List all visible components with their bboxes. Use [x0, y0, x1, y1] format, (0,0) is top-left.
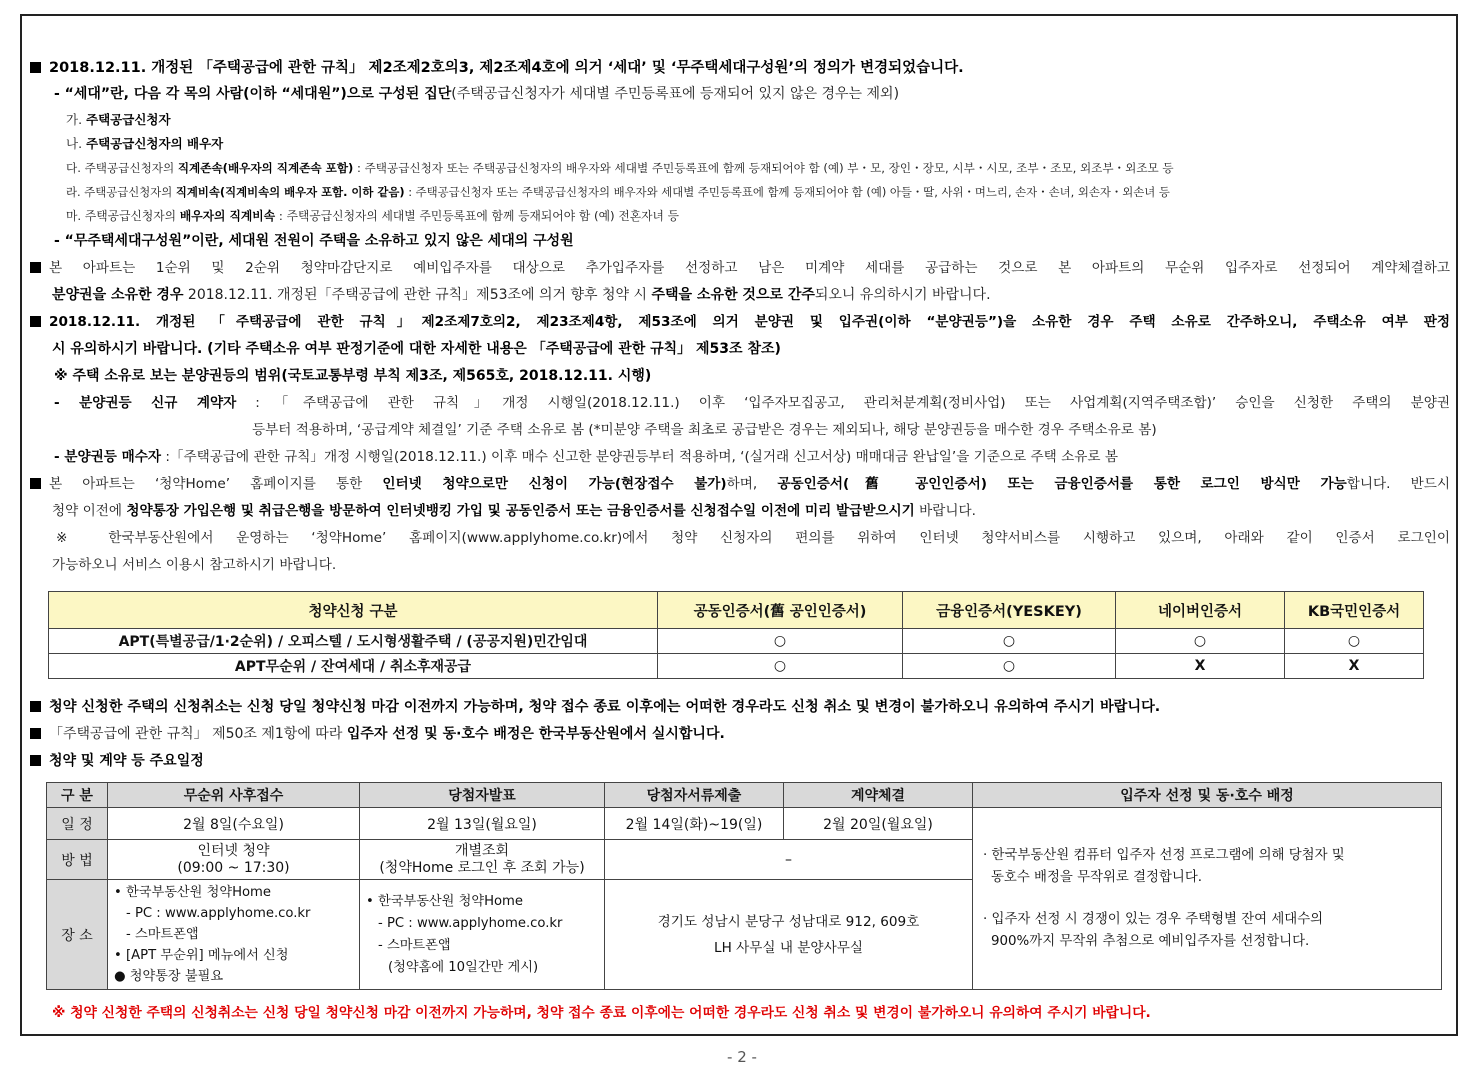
cell-value: ○: [903, 654, 1116, 679]
place-line: - 스마트폰앱: [378, 937, 451, 953]
date-application: 2월 8일(수요일): [108, 808, 360, 840]
date-contract: 2월 20일(월요일): [784, 808, 973, 840]
page-number: - 2 -: [727, 1048, 757, 1066]
certificate-table-header: [49, 592, 1424, 629]
cell-value: ○: [658, 629, 903, 654]
col-header-financial-cert: 금융인증서(YESKEY): [903, 592, 1116, 629]
assignment-line: · 입주자 선정 시 경쟁이 있는 경우 주택형별 잔여 세대수의: [983, 911, 1324, 927]
row-label-method: 방 법: [47, 840, 108, 880]
unsold-notice-line1: 본 아파트는 1순위 및 2순위 청약마감단지로 예비입주자를 대상으로 추가입주자를 선정하고 남은 미계약 세대를 공급하는 것으로 본 아파트의 무순위 입주자로 선정되어 계약체결하고: [30, 259, 1450, 277]
place-line: (청약홈에 10일간만 게시): [388, 959, 539, 975]
method-line: (청약Home 로그인 후 조회 가능): [379, 859, 585, 876]
internet-only-notice-line2: 청약 이전에 청약통장 가입은행 및 취급은행을 방문하여 인터넷뱅킹 가입 및 공동인증서 또는 금융인증서를 신청접수일 이전에 미리 발급받으시기 바랍니다.: [52, 503, 976, 519]
col-header-announcement: 당첨자발표: [360, 783, 605, 808]
cancel-warning-footer: ※ 청약 신청한 주택의 신청취소는 신청 당일 청약신청 마감 이전까지 가능하며, 청약 접수 종료 이후에는 어떠한 경우라도 신청 취소 및 변경이 불가하오니 유의하여 주시기 바랍니다.: [52, 1005, 1151, 1021]
col-header-contract: 계약체결: [784, 783, 973, 808]
method-line: 인터넷 청약: [197, 842, 270, 859]
cell-value: X: [1285, 654, 1424, 679]
method-contract: –: [605, 840, 973, 880]
internet-only-notice: 본 아파트는 ‘청약Home’ 홈페이지를 통한 인터넷 청약으로만 신청이 가능(현장접수 불가)하며, 공동인증서(舊 공인인증서) 또는 금융인증서를 통한 로그인 방식만 가능합니다. 반드시: [30, 475, 1450, 493]
place-line: • 한국부동산원 청약Home: [114, 885, 272, 900]
place-contract: [605, 880, 973, 990]
cell-value: ○: [658, 654, 903, 679]
schedule-table: [46, 782, 1442, 990]
place-line: • 한국부동산원 청약Home: [366, 893, 524, 909]
col-header-assignment: 입주자 선정 및 동·호수 배정: [973, 783, 1442, 808]
assignment-line: 동호수 배정을 무작위로 결정합니다.: [991, 869, 1203, 885]
square-bullet-icon: [30, 316, 41, 327]
place-announcement: [360, 880, 605, 990]
row-label-place: 장 소: [47, 880, 108, 990]
household-definition: - “세대”란, 다음 각 목의 사람(이하 “세대원”)으로 구성된 집단(주택공급신청자가 세대별 주민등록표에 등재되어 있지 않은 경우는 제외): [54, 86, 900, 102]
item-ra: 라. 주택공급신청자의 직계비속(직계비속의 배우자 포함. 이하 같음) : 주택공급신청자 또는 주택공급신청자의 배우자와 세대별 주민등록표에 함께 등재되어야 함 (예) 아들・딸, 사위・며느리, 손자・손녀, 외손자・외손녀 등: [66, 185, 1170, 199]
col-header-application: 무순위 사후접수: [108, 783, 360, 808]
col-header-category: 청약신청 구분: [49, 592, 658, 629]
place-line: 경기도 성남시 분당구 성남대로 912, 609호: [657, 913, 920, 930]
row-label: APT무순위 / 잔여세대 / 취소후재공급: [49, 654, 658, 679]
homeless-definition: - “무주택세대구성원”이란, 세대원 전원이 주택을 소유하고 있지 않은 세대의 구성원: [54, 233, 574, 249]
place-line: - PC : www.applyhome.co.kr: [378, 915, 563, 931]
method-announcement: [360, 840, 605, 880]
assignment-notice: 「주택공급에 관한 규칙」 제50조 제1항에 따라 입주자 선정 및 동·호수 배정은 한국부동산원에서 실시합니다.: [30, 725, 725, 743]
certificate-note-line2: 가능하오니 서비스 이용시 참고하시기 바랍니다.: [52, 557, 337, 573]
certificate-note: ※ 한국부동산원에서 운영하는 ‘청약Home’ 홈페이지(www.applyhome.co.kr)에서 청약 신청자의 편의를 위하여 인터넷 청약서비스를 시행하고 있으며, 아래와 같이 인증서 로그인이: [56, 530, 1450, 546]
certificate-table: [48, 591, 1424, 679]
presale-right-notice-line2: 시 유의하시기 바랍니다. (기타 주택소유 여부 판정기준에 대한 자세한 내용은 「주택공급에 관한 규칙」 제53조 참조): [52, 341, 781, 357]
date-documents: 2월 14일(화)~19(일): [605, 808, 784, 840]
place-line: • [APT 무순위] 메뉴에서 신청: [114, 948, 289, 963]
schedule-title: 청약 및 계약 등 주요일정: [30, 752, 204, 770]
square-bullet-icon: [30, 262, 41, 273]
assignment-description: [973, 808, 1442, 990]
place-line: - 스마트폰앱: [126, 927, 199, 942]
notice-definition-change: 2018.12.11. 개정된 「주택공급에 관한 규칙」 제2조제2호의3, 제2조제4호에 의거 ‘세대’ 및 ‘무주택세대구성원’의 정의가 변경되었습니다.: [30, 59, 964, 77]
place-line: ● 청약통장 불필요: [114, 969, 224, 984]
place-line: LH 사무실 내 분양사무실: [714, 939, 863, 956]
new-contractor-rule: - 분양권등 신규 계약자 :「주택공급에 관한 규칙」개정 시행일(2018.12.11.) 이후 ‘입주자모집공고, 관리처분계획(정비사업) 또는 사업계획(지역주택조합)’ 승인을 신청한 주택의 분양권: [54, 395, 1450, 411]
square-bullet-icon: [30, 728, 41, 739]
square-bullet-icon: [30, 62, 41, 73]
col-header-joint-cert: 공동인증서(舊 공인인증서): [658, 592, 903, 629]
presale-right-notice: 2018.12.11. 개정된 「주택공급에 관한 규칙」제2조제7호의2, 제23조제4항, 제53조에 의거 분양권 및 입주권(이하 “분양권등”)을 소유한 경우 주택 소유로 간주하오니, 주택소유 여부 판정: [30, 313, 1450, 331]
schedule-table-header: [47, 783, 1442, 808]
cell-value: ○: [1116, 629, 1285, 654]
buyer-rule: - 분양권등 매수자 :「주택공급에 관한 규칙」개정 시행일(2018.12.11.) 이후 매수 신고한 분양권등부터 적용하며, ‘(실거래 신고서상) 매매대금 완납일’을 기준으로 주택 소유로 봄: [54, 449, 1118, 465]
assignment-line: · 한국부동산원 컴퓨터 입주자 선정 프로그램에 의해 당첨자 및: [983, 847, 1345, 863]
row-label-dates: 일 정: [47, 808, 108, 840]
row-label: APT(특별공급/1·2순위) / 오피스텔 / 도시형생활주택 / (공공지원)민간임대: [49, 629, 658, 654]
method-application: [108, 840, 360, 880]
place-application: [108, 880, 360, 990]
presale-scope-note: ※ 주택 소유로 보는 분양권등의 범위(국토교통부령 부칙 제3조, 제565호, 2018.12.11. 시행): [54, 368, 652, 384]
unsold-notice-line2: 분양권을 소유한 경우 2018.12.11. 개정된「주택공급에 관한 규칙」제53조에 의거 향후 청약 시 주택을 소유한 것으로 간주되오니 유의하시기 바랍니다.: [52, 287, 991, 303]
method-line: (09:00 ~ 17:30): [177, 859, 290, 876]
square-bullet-icon: [30, 478, 41, 489]
square-bullet-icon: [30, 755, 41, 766]
cancel-notice: 청약 신청한 주택의 신청취소는 신청 당일 청약신청 마감 이전까지 가능하며, 청약 접수 종료 이후에는 어떠한 경우라도 신청 취소 및 변경이 불가하오니 유의하여 주시기 바랍니다.: [30, 698, 1160, 716]
table-row: [49, 629, 1424, 654]
col-header-naver-cert: 네이버인증서: [1116, 592, 1285, 629]
col-header-kb-cert: KB국민인증서: [1285, 592, 1424, 629]
place-line: - PC : www.applyhome.co.kr: [126, 906, 311, 921]
item-na: 나. 주택공급신청자의 배우자: [66, 136, 224, 151]
cell-value: ○: [903, 629, 1116, 654]
assignment-line: 900%까지 무작위 추첨으로 예비입주자를 선정합니다.: [991, 933, 1310, 949]
method-line: 개별조회: [454, 842, 510, 859]
new-contractor-rule-line2: 등부터 적용하며, ‘공급계약 체결일’ 기준 주택 소유로 봄 (*미분양 주택을 최초로 공급받은 경우는 제외되나, 해당 분양권등을 매수한 경우 주택소유로 봄): [252, 422, 1157, 438]
col-header-division: 구 분: [47, 783, 108, 808]
item-da: 다. 주택공급신청자의 직계존속(배우자의 직계존속 포함) : 주택공급신청자 또는 주택공급신청자의 배우자와 세대별 주민등록표에 함께 등재되어야 함 (예) 부・모, 장인・장모, 시부・시모, 조부・조모, 외조부・외조모 등: [66, 161, 1174, 175]
square-bullet-icon: [30, 701, 41, 712]
item-ga: 가. 주택공급신청자: [66, 112, 171, 127]
col-header-documents: 당첨자서류제출: [605, 783, 784, 808]
table-row: [49, 654, 1424, 679]
item-ma: 마. 주택공급신청자의 배우자의 직계비속 : 주택공급신청자의 세대별 주민등록표에 함께 등재되어야 함 (예) 전혼자녀 등: [66, 209, 680, 223]
cell-value: ○: [1285, 629, 1424, 654]
date-announcement: 2월 13일(월요일): [360, 808, 605, 840]
cell-value: X: [1116, 654, 1285, 679]
table-row: [47, 808, 1442, 840]
